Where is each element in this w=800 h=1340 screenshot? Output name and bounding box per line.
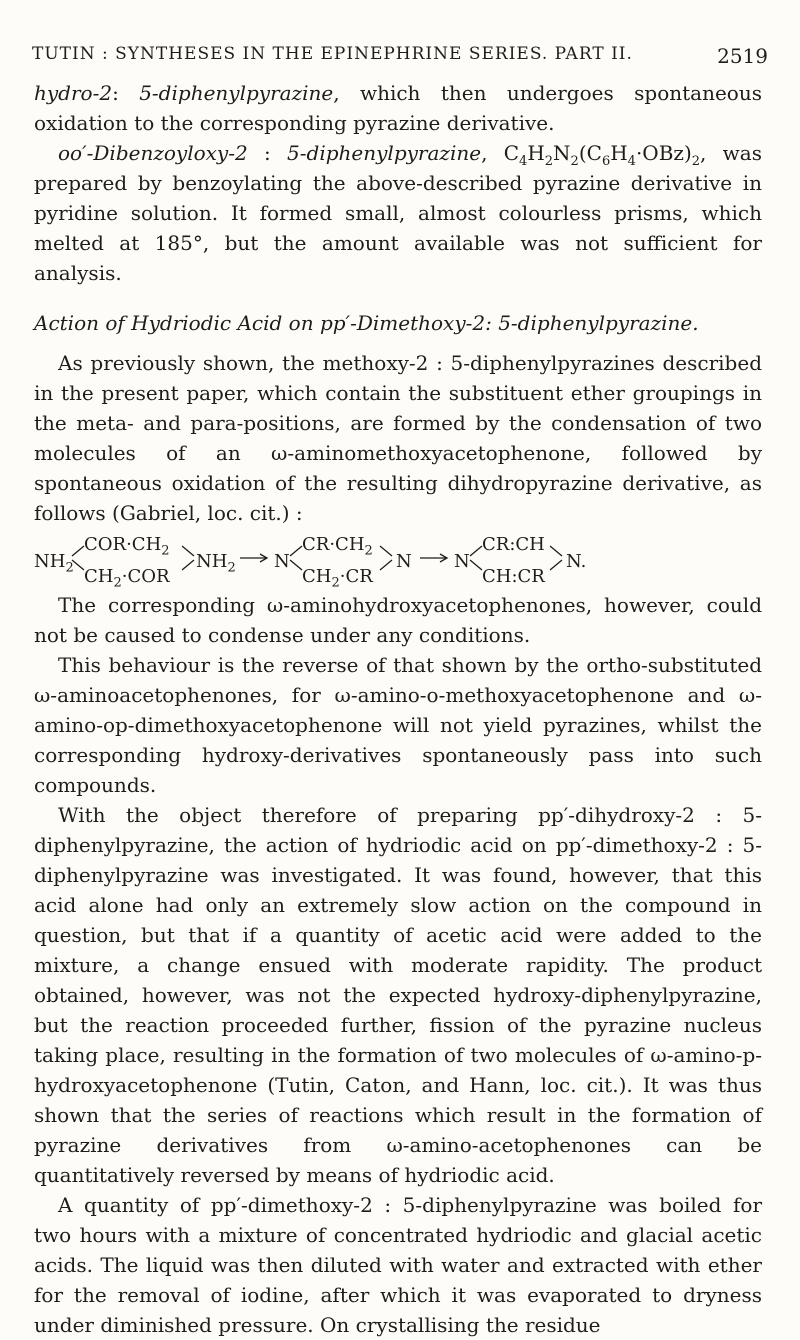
nitrogen-atom: N <box>396 551 412 572</box>
paragraph-5: This behaviour is the reverse of that shown by the ortho-substituted ω-aminoacetophenones, for ω-amino-o-methoxyacetophenone and ω-amino-op-dimethoxyacetophenone will not yield pyrazines, whilst the corresponding hydroxy-derivatives spontaneously pass into such compounds. <box>34 653 762 797</box>
bond-line <box>182 560 194 570</box>
compound-name: oo′-Dibenzoyloxy-2 <box>58 141 248 165</box>
nitrogen-atom: N <box>454 551 470 572</box>
molecular-formula: $C_4H_2N_2(C_6H_4\cdot OBz)_2$ <box>503 141 701 169</box>
paragraph-2: oo′-Dibenzoyloxy-2 : 5-diphenylpyrazine, $C_4H_2N_2(C_6H_4\cdot OBz)_2$, was prepared by benzoylating the above-described pyrazine derivative in pyridine solution. It formed small, almost colourless prisms, which melted at 185°, but the amount available was not sufficient for analysis. <box>34 141 762 285</box>
bond-line <box>550 560 562 570</box>
bond-line <box>470 546 482 556</box>
ketone-chain-top: $COR\cdot CH_2$ <box>84 534 170 559</box>
section-heading: Action of Hydriodic Acid on pp′-Dimethoxy-2: 5-diphenylpyrazine. <box>34 311 699 335</box>
amino-group: $NH_2$ <box>196 551 236 576</box>
nitrogen-atom: N. <box>566 551 587 572</box>
bond-line <box>470 560 482 570</box>
reaction-scheme <box>34 530 762 591</box>
compound-name: hydro-2 <box>34 81 113 105</box>
compound-name: 5-diphenylpyrazine <box>139 81 334 105</box>
dihydro-chain-bottom: $CH_2\cdot CR$ <box>302 566 373 591</box>
pyrazine-chain-top: CR:CH <box>482 534 545 555</box>
pyrazine-chain-bottom: CH:CR <box>482 566 545 587</box>
bond-line <box>380 546 392 556</box>
bond-line <box>550 546 562 556</box>
body-text <box>34 78 762 1340</box>
bond-line <box>182 546 194 556</box>
bond-line <box>290 546 302 556</box>
paragraph-6: With the object therefore of preparing pp′-dihydroxy-2 : 5-diphenylpyrazine, the action of hydriodic acid on pp′-dimethoxy-2 : 5-diphenylpyrazine was investigated. It was found, however, that this acid alone had only an extremely slow action on the compound in question, but that if a quantity of acetic acid were added to the mixture, a change ensued with moderate rapidity. The product obtained, however, was not the expected hydroxy-diphenylpyrazine, but the reaction proceeded further, fission of the pyrazine nucleus taking place, resulting in the formation of two molecules of ω-amino-p-hydroxyacetophenone (Tutin, Caton, and Hann, loc. cit.). It was thus shown that the series of reactions which result in the formation of pyrazine derivatives from ω-amino-acetophenones can be quantitatively reversed by means of hydriodic acid. <box>34 803 762 1187</box>
bond-line <box>380 560 392 570</box>
running-title: TUTIN : SYNTHESES IN THE EPINEPHRINE SERIES. PART II. <box>32 44 633 64</box>
paragraph-4: The corresponding ω-aminohydroxyacetophenones, however, could not be caused to condense under any conditions. <box>34 593 762 647</box>
paragraph-3: As previously shown, the methoxy-2 : 5-diphenylpyrazines described in the present paper, which contain the substituent ether groupings in the meta- and para-positions, are formed by the condensation of two molecules of an ω-aminomethoxyacetophenone, followed by spontaneous oxidation of the resulting dihydropyrazine derivative, as follows (Gabriel, loc. cit.) : <box>34 351 762 525</box>
compound-name: 5-diphenylpyrazine <box>287 141 482 165</box>
amino-group: $NH_2$ <box>34 551 74 576</box>
nitrogen-atom: N <box>274 551 290 572</box>
bond-line <box>72 546 84 556</box>
paragraph-1: hydro-2: 5-diphenylpyrazine, which then undergoes spontaneous oxidation to the corresponding pyrazine derivative. <box>34 81 762 135</box>
bond-line <box>290 560 302 570</box>
dihydro-chain-top: $CR\cdot CH_2$ <box>302 534 373 559</box>
paragraph-7: A quantity of pp′-dimethoxy-2 : 5-diphenylpyrazine was boiled for two hours with a mixture of concentrated hydriodic and glacial acetic acids. The liquid was then diluted with water and extracted with ether for the removal of iodine, after which it was evaporated to dryness under diminished pressure. On crystallising the residue <box>34 1193 762 1337</box>
bond-line <box>72 560 84 570</box>
page-number: 2519 <box>717 44 768 68</box>
ketone-chain-bottom: $CH_2\cdot COR$ <box>84 566 170 591</box>
